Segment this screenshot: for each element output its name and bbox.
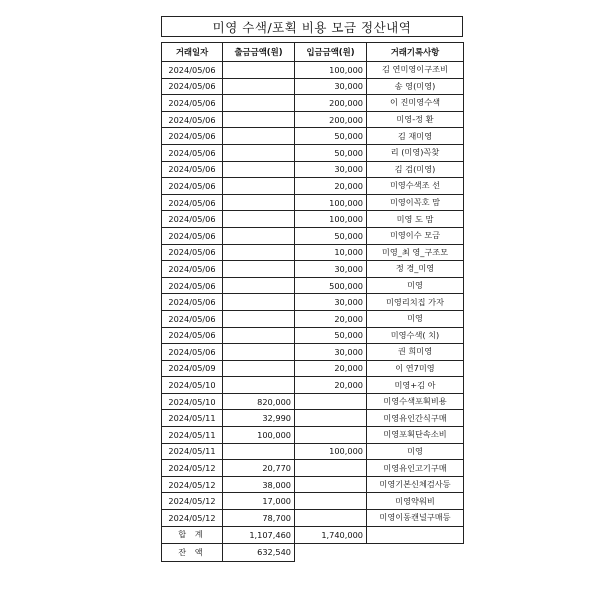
row-memo: 미영유인간식구매 bbox=[367, 410, 464, 427]
row-withdrawal bbox=[223, 144, 295, 161]
row-date: 2024/05/09 bbox=[162, 360, 223, 377]
row-memo: 미영 bbox=[367, 310, 464, 327]
row-withdrawal bbox=[223, 227, 295, 244]
row-deposit bbox=[295, 510, 367, 527]
row-deposit bbox=[295, 410, 367, 427]
ledger-body bbox=[162, 62, 464, 527]
table-row bbox=[162, 194, 464, 211]
table-row bbox=[162, 393, 464, 410]
balance-empty-1 bbox=[295, 544, 367, 562]
row-deposit: 30,000 bbox=[295, 294, 367, 311]
row-date: 2024/05/06 bbox=[162, 161, 223, 178]
row-deposit: 100,000 bbox=[295, 211, 367, 228]
header-deposit: 입금금액(원) bbox=[295, 43, 367, 62]
row-withdrawal bbox=[223, 62, 295, 79]
table-row bbox=[162, 78, 464, 95]
table-row bbox=[162, 261, 464, 278]
row-withdrawal bbox=[223, 95, 295, 112]
table-row bbox=[162, 443, 464, 460]
row-withdrawal bbox=[223, 360, 295, 377]
header-date: 거래일자 bbox=[162, 43, 223, 62]
header-memo: 거래기록사항 bbox=[367, 43, 464, 62]
row-deposit: 20,000 bbox=[295, 360, 367, 377]
row-memo: 정 경_미영 bbox=[367, 261, 464, 278]
row-memo: 김 검(미영) bbox=[367, 161, 464, 178]
row-deposit: 30,000 bbox=[295, 344, 367, 361]
table-row bbox=[162, 410, 464, 427]
row-date: 2024/05/12 bbox=[162, 493, 223, 510]
row-deposit: 50,000 bbox=[295, 144, 367, 161]
row-date: 2024/05/06 bbox=[162, 327, 223, 344]
row-date: 2024/05/12 bbox=[162, 460, 223, 477]
table-row bbox=[162, 476, 464, 493]
row-memo: 미영약워비 bbox=[367, 493, 464, 510]
row-memo: 미영포획단속소비 bbox=[367, 427, 464, 444]
row-withdrawal bbox=[223, 344, 295, 361]
row-deposit: 30,000 bbox=[295, 261, 367, 278]
row-date: 2024/05/06 bbox=[162, 95, 223, 112]
row-date: 2024/05/06 bbox=[162, 294, 223, 311]
row-withdrawal: 820,000 bbox=[223, 393, 295, 410]
row-deposit bbox=[295, 460, 367, 477]
ledger-table bbox=[161, 42, 464, 562]
table-row bbox=[162, 294, 464, 311]
table-row bbox=[162, 161, 464, 178]
row-deposit: 20,000 bbox=[295, 310, 367, 327]
header-row bbox=[162, 43, 464, 62]
row-withdrawal: 32,990 bbox=[223, 410, 295, 427]
row-deposit: 10,000 bbox=[295, 244, 367, 261]
row-deposit: 50,000 bbox=[295, 227, 367, 244]
table-row bbox=[162, 493, 464, 510]
row-memo: 이 연7미영 bbox=[367, 360, 464, 377]
row-date: 2024/05/06 bbox=[162, 211, 223, 228]
row-deposit: 500,000 bbox=[295, 277, 367, 294]
table-row bbox=[162, 111, 464, 128]
row-date: 2024/05/11 bbox=[162, 427, 223, 444]
row-deposit: 20,000 bbox=[295, 377, 367, 394]
row-date: 2024/05/10 bbox=[162, 377, 223, 394]
row-withdrawal bbox=[223, 194, 295, 211]
row-deposit: 200,000 bbox=[295, 95, 367, 112]
table-row bbox=[162, 227, 464, 244]
row-withdrawal bbox=[223, 277, 295, 294]
row-memo: 송 영(미영) bbox=[367, 78, 464, 95]
document-title: 미영 수색/포획 비용 모금 정산내역 bbox=[161, 16, 463, 37]
total-memo-empty bbox=[367, 526, 464, 544]
row-withdrawal bbox=[223, 377, 295, 394]
row-memo: 김 재미영 bbox=[367, 128, 464, 145]
total-withdrawal: 1,107,460 bbox=[223, 526, 295, 544]
row-memo: 미영이꼭호 맘 bbox=[367, 194, 464, 211]
balance-empty-2 bbox=[367, 544, 464, 562]
row-memo: 미영기본신체검사등 bbox=[367, 476, 464, 493]
row-date: 2024/05/06 bbox=[162, 128, 223, 145]
row-withdrawal: 38,000 bbox=[223, 476, 295, 493]
row-withdrawal bbox=[223, 161, 295, 178]
row-withdrawal: 100,000 bbox=[223, 427, 295, 444]
table-row bbox=[162, 62, 464, 79]
row-memo: 미영이동캔널구매등 bbox=[367, 510, 464, 527]
table-row bbox=[162, 360, 464, 377]
table-row bbox=[162, 178, 464, 195]
row-date: 2024/05/06 bbox=[162, 144, 223, 161]
row-deposit: 30,000 bbox=[295, 161, 367, 178]
row-deposit: 100,000 bbox=[295, 443, 367, 460]
table-row bbox=[162, 128, 464, 145]
row-withdrawal: 17,000 bbox=[223, 493, 295, 510]
row-withdrawal: 78,700 bbox=[223, 510, 295, 527]
row-withdrawal bbox=[223, 211, 295, 228]
row-withdrawal bbox=[223, 261, 295, 278]
row-memo: 미영-정 환 bbox=[367, 111, 464, 128]
total-row bbox=[162, 526, 464, 544]
balance-label: 잔 액 bbox=[162, 544, 223, 562]
row-deposit bbox=[295, 476, 367, 493]
row-memo: 미영_최 영_구조모 bbox=[367, 244, 464, 261]
row-withdrawal bbox=[223, 78, 295, 95]
table-row bbox=[162, 211, 464, 228]
row-withdrawal bbox=[223, 294, 295, 311]
row-date: 2024/05/06 bbox=[162, 261, 223, 278]
row-memo: 미영 bbox=[367, 443, 464, 460]
table-row bbox=[162, 95, 464, 112]
row-date: 2024/05/06 bbox=[162, 178, 223, 195]
balance-value: 632,540 bbox=[223, 544, 295, 562]
table-row bbox=[162, 144, 464, 161]
row-memo: 김 연미영이구조비 bbox=[367, 62, 464, 79]
row-date: 2024/05/06 bbox=[162, 111, 223, 128]
row-memo: 권 희미영 bbox=[367, 344, 464, 361]
table-row bbox=[162, 377, 464, 394]
row-withdrawal bbox=[223, 128, 295, 145]
row-date: 2024/05/06 bbox=[162, 78, 223, 95]
row-deposit bbox=[295, 393, 367, 410]
total-deposit: 1,740,000 bbox=[295, 526, 367, 544]
row-date: 2024/05/06 bbox=[162, 194, 223, 211]
row-withdrawal bbox=[223, 327, 295, 344]
row-withdrawal bbox=[223, 178, 295, 195]
row-date: 2024/05/06 bbox=[162, 227, 223, 244]
total-label: 합 계 bbox=[162, 526, 223, 544]
row-memo: 미영수색포획비용 bbox=[367, 393, 464, 410]
table-row bbox=[162, 510, 464, 527]
row-deposit: 100,000 bbox=[295, 194, 367, 211]
row-memo: 리 (미영)꼭찾 bbox=[367, 144, 464, 161]
row-withdrawal bbox=[223, 244, 295, 261]
row-deposit: 50,000 bbox=[295, 128, 367, 145]
table-row bbox=[162, 244, 464, 261]
row-date: 2024/05/12 bbox=[162, 510, 223, 527]
row-date: 2024/05/12 bbox=[162, 476, 223, 493]
row-date: 2024/05/06 bbox=[162, 310, 223, 327]
header-withdrawal: 출금금액(원) bbox=[223, 43, 295, 62]
row-deposit: 30,000 bbox=[295, 78, 367, 95]
row-deposit bbox=[295, 427, 367, 444]
row-memo: 미영 도 맘 bbox=[367, 211, 464, 228]
row-date: 2024/05/06 bbox=[162, 344, 223, 361]
row-memo: 미영리치집 가자 bbox=[367, 294, 464, 311]
row-deposit: 20,000 bbox=[295, 178, 367, 195]
row-date: 2024/05/06 bbox=[162, 277, 223, 294]
row-memo: 미영이수 모금 bbox=[367, 227, 464, 244]
row-memo: 이 진미영수색 bbox=[367, 95, 464, 112]
row-deposit: 50,000 bbox=[295, 327, 367, 344]
row-memo: 미영수색조 선 bbox=[367, 178, 464, 195]
row-memo: 미영+김 아 bbox=[367, 377, 464, 394]
row-withdrawal: 20,770 bbox=[223, 460, 295, 477]
row-withdrawal bbox=[223, 443, 295, 460]
table-row bbox=[162, 344, 464, 361]
table-row bbox=[162, 310, 464, 327]
row-memo: 미영 bbox=[367, 277, 464, 294]
row-withdrawal bbox=[223, 310, 295, 327]
row-date: 2024/05/10 bbox=[162, 393, 223, 410]
table-row bbox=[162, 327, 464, 344]
table-row bbox=[162, 277, 464, 294]
row-deposit bbox=[295, 493, 367, 510]
row-date: 2024/05/06 bbox=[162, 62, 223, 79]
row-deposit: 100,000 bbox=[295, 62, 367, 79]
row-memo: 미영수색( 치) bbox=[367, 327, 464, 344]
row-date: 2024/05/11 bbox=[162, 410, 223, 427]
row-memo: 미영유인고기구매 bbox=[367, 460, 464, 477]
row-deposit: 200,000 bbox=[295, 111, 367, 128]
balance-row bbox=[162, 544, 464, 562]
row-withdrawal bbox=[223, 111, 295, 128]
table-row bbox=[162, 427, 464, 444]
table-row bbox=[162, 460, 464, 477]
row-date: 2024/05/11 bbox=[162, 443, 223, 460]
row-date: 2024/05/06 bbox=[162, 244, 223, 261]
